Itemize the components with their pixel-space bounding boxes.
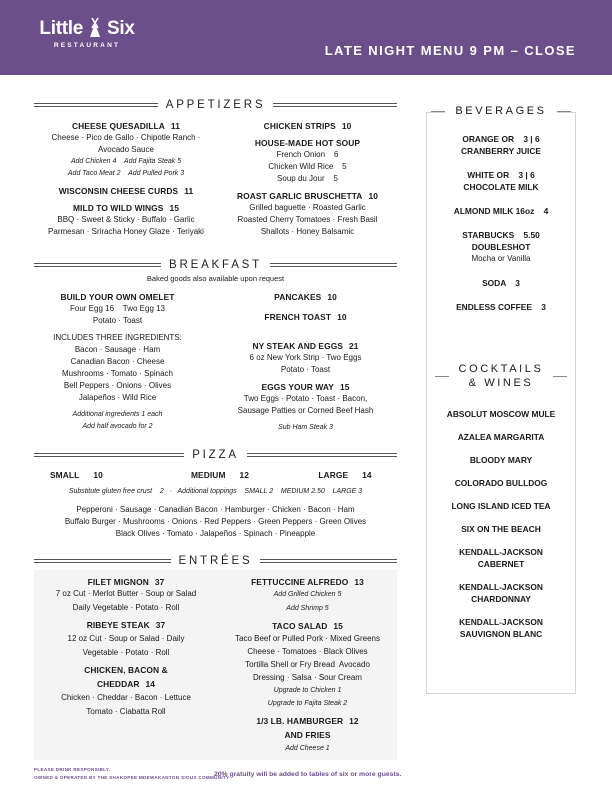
logo-subtitle: RESTAURANT xyxy=(53,42,121,49)
item-addon: Additional ingredients 1 each xyxy=(72,411,163,418)
heading-rule-right xyxy=(273,103,397,107)
item-description: Shallots · Honey Balsamic xyxy=(260,227,355,236)
page-title: LATE NIGHT MENU 9 PM – CLOSE xyxy=(324,43,576,58)
heading-rule-right xyxy=(260,559,397,563)
pancakes-item xyxy=(214,291,397,303)
topping-line: Pepperoni · Sausage · Canadian Bacon · Hamburger · Chicken · Bacon · Ham xyxy=(76,505,355,514)
item-addon: Add Taco Meat 2 Add Pulled Pork 3 xyxy=(67,170,185,177)
beverage-item: SODA 3 xyxy=(482,278,520,288)
pizza-medium xyxy=(170,469,270,481)
steak-eggs-item xyxy=(214,340,397,352)
heading-rule-left xyxy=(435,376,449,377)
spacer xyxy=(426,605,576,616)
chicken-bacon-cheddar-item-line2 xyxy=(34,678,218,690)
spacer xyxy=(426,265,576,277)
spacer xyxy=(426,512,576,523)
item-description: Tomato · Ciabatta Roll xyxy=(86,707,166,716)
restaurant-logo[interactable] xyxy=(32,17,142,61)
item-price: 12 xyxy=(349,716,359,726)
item-price: 10 xyxy=(368,191,378,201)
cocktail-item: KENDALL-JACKSON xyxy=(459,582,543,592)
breakfast-note: Baked goods also available upon request xyxy=(146,274,285,283)
item-price: 10 xyxy=(327,292,337,302)
cocktails-heading-line2: & WINES xyxy=(468,377,534,389)
item-name: WISCONSIN CHEESE CURDS xyxy=(58,186,179,196)
heading-rule-left xyxy=(431,111,445,112)
item-price: 12 xyxy=(239,470,250,480)
item-description: Cheese · Tomatoes · Black Olives xyxy=(247,647,368,656)
ingredient-line: Jalapeños · Wild Rice xyxy=(78,393,157,402)
chicken-bacon-cheddar-item: CHICKEN, BACON & xyxy=(84,665,168,675)
chicken-strips-item xyxy=(218,120,397,132)
appetizers-heading-label: APPETIZERS xyxy=(165,99,266,111)
beverage-item-line2: CRANBERRY JUICE xyxy=(460,146,542,156)
hamburger-item-line2: AND FRIES xyxy=(284,730,331,740)
gratuity-note: 20% gratuity will be added to tables of six or more guests. xyxy=(214,771,402,778)
beverage-item: ALMOND MILK 16oz 4 xyxy=(453,206,549,216)
ingredient-line: Bacon · Sausage · Ham xyxy=(74,345,161,354)
cocktail-item-line2: SAUVIGNON BLANC xyxy=(459,629,543,639)
item-name: CHICKEN STRIPS xyxy=(263,121,336,131)
item-name: EGGS YOUR WAY xyxy=(261,382,334,392)
cocktail-item: LONG ISLAND ICED TEA xyxy=(451,501,551,511)
logo-wordmark xyxy=(32,17,142,40)
topping-line: Buffalo Burger · Mushrooms · Onions · Red Peppers · Green Peppers · Green Olives xyxy=(64,517,367,526)
item-description: Roasted Cherry Tomatoes · Fresh Basil xyxy=(237,215,378,224)
pizza-small xyxy=(50,469,140,481)
breakfast-left-column xyxy=(34,291,201,433)
entrees-right-column xyxy=(218,576,397,755)
footer-drink-responsibly: PLEASE DRINK RESPONSIBLY. xyxy=(34,767,111,772)
beverage-item: WHITE OR 3 | 6 xyxy=(467,170,535,180)
item-name: NY STEAK AND EGGS xyxy=(252,341,344,351)
omelet-includes-label: INCLUDES THREE INGREDIENTS: xyxy=(53,333,182,342)
beverages-heading-label: BEVERAGES xyxy=(445,104,556,118)
item-description: BBQ · Sweet & Sticky · Buffalo · Garlic xyxy=(57,215,195,224)
cheese-curds-item xyxy=(34,185,218,197)
item-price: 37 xyxy=(154,577,165,587)
ingredient-line: Canadian Bacon · Cheese xyxy=(70,357,165,366)
ingredient-line: Bell Peppers · Onions · Olives xyxy=(63,381,172,390)
spacer xyxy=(426,535,576,546)
item-addon: Add Chicken 4 Add Fajita Steak 5 xyxy=(70,158,182,165)
cocktail-item: AZALEA MARGARITA xyxy=(457,432,545,442)
cocktail-item-line2: CHARDONNAY xyxy=(471,594,531,604)
heading-rule-right xyxy=(557,111,571,112)
footer-disclaimer xyxy=(34,766,229,782)
item-price: 14 xyxy=(145,679,156,689)
spacer xyxy=(426,157,576,169)
item-description: 6 oz New York Strip · Two Eggs xyxy=(249,353,362,362)
pizza-substitutions: Substitute gluten free crust 2 · Additional toppings SMALL 2 MEDIUM 2.50 LARGE 3 xyxy=(68,488,363,495)
spacer xyxy=(426,193,576,205)
cocktails-heading xyxy=(412,362,590,390)
item-price: 10 xyxy=(93,470,103,480)
item-description: Tortilla Shell or Fry Bread Avocado xyxy=(245,660,370,669)
item-description: Soup du Jour 5 xyxy=(277,174,338,183)
beverage-item-line2: CHOCOLATE MILK xyxy=(463,182,539,192)
heading-rule-left xyxy=(34,453,184,457)
item-name: FRENCH TOAST xyxy=(264,312,332,322)
cheese-quesadilla-item xyxy=(34,120,218,132)
cocktail-item: SIX ON THE BEACH xyxy=(461,524,541,534)
beverage-item-sub: Mocha or Vanilla xyxy=(471,254,531,263)
heading-rule-right xyxy=(270,263,397,267)
item-name: FETTUCCINE ALFREDO xyxy=(251,577,349,587)
hamburger-item xyxy=(218,715,397,727)
item-price: 13 xyxy=(354,577,364,587)
spacer xyxy=(426,466,576,477)
item-name: MILD TO WILD WINGS xyxy=(72,203,164,213)
item-price: 14 xyxy=(362,470,372,480)
item-description: Taco Beef or Pulled Pork · Mixed Greens xyxy=(235,634,380,643)
entrees-heading xyxy=(34,555,397,567)
spacer xyxy=(426,420,576,431)
breakfast-heading xyxy=(34,259,397,271)
item-addon: Upgrade to Chicken 1 xyxy=(273,687,342,694)
item-description: Four Egg 16 Two Egg 13 xyxy=(69,304,166,313)
item-name: TACO SALAD xyxy=(272,621,328,631)
header-banner xyxy=(0,0,612,75)
bruschetta-item xyxy=(218,190,397,202)
item-description: Grilled baguette · Roasted Garlic xyxy=(249,203,366,212)
item-price: 15 xyxy=(169,203,180,213)
footer-ownership: OWNED & OPERATED BY THE SHAKOPEE MDEWAKANTON SIOUX COMMUNITY xyxy=(34,775,230,780)
cocktail-item: KENDALL-JACKSON xyxy=(459,547,543,557)
beverage-item: ORANGE OR 3 | 6 xyxy=(462,134,540,144)
cocktails-heading-line1: COCKTAILS xyxy=(458,363,544,375)
beverages-heading xyxy=(412,104,590,118)
item-name: 1/3 LB. HAMBURGER xyxy=(256,716,344,726)
heading-rule-right xyxy=(553,376,567,377)
taco-salad-item xyxy=(218,620,397,632)
item-price: 15 xyxy=(340,382,350,392)
item-price: 10 xyxy=(341,121,352,131)
item-name: LARGE xyxy=(318,470,349,480)
spacer xyxy=(426,443,576,454)
spacer xyxy=(426,489,576,500)
fettuccine-item xyxy=(218,576,397,588)
heading-rule-right xyxy=(247,453,397,457)
heading-rule-left xyxy=(34,103,158,107)
ribeye-item xyxy=(34,619,218,631)
item-description: 7 oz Cut · Merlot Butter · Soup or Salad xyxy=(55,589,197,598)
item-addon: Add Grilled Chicken 5 xyxy=(273,591,342,598)
item-name: MEDIUM xyxy=(190,470,226,480)
logo-name-left: Little xyxy=(39,18,83,39)
spacer xyxy=(214,323,397,340)
item-name: ROAST GARLIC BRUSCHETTA xyxy=(237,191,363,201)
filet-item xyxy=(34,576,218,588)
item-addon: Sub Ham Steak 3 xyxy=(278,424,333,431)
cocktail-item: BLOODY MARY xyxy=(469,455,533,465)
pizza-large xyxy=(300,469,390,481)
spacer xyxy=(426,217,576,229)
item-name: PANCAKES xyxy=(274,292,322,302)
cocktails-list xyxy=(426,408,576,640)
beverage-item: ENDLESS COFFEE 3 xyxy=(456,302,546,312)
item-description: Chicken Wild Rice 5 xyxy=(268,162,347,171)
appetizers-left-column xyxy=(34,120,218,238)
appetizers-heading xyxy=(34,99,397,111)
item-description: Potato · Toast xyxy=(92,316,143,325)
item-name: CHEDDAR xyxy=(96,679,140,689)
spacer xyxy=(426,289,576,301)
item-name: RIBEYE STEAK xyxy=(86,620,150,630)
item-name: FILET MIGNON xyxy=(87,577,149,587)
heading-rule-left xyxy=(34,263,161,267)
item-description: Potato · Toast xyxy=(280,365,331,374)
logo-name-right: Six xyxy=(106,18,135,39)
appetizers-right-column xyxy=(218,120,397,238)
heading-rule-left xyxy=(34,559,171,563)
item-price: 11 xyxy=(184,186,194,196)
item-name: SMALL xyxy=(50,470,80,480)
omelet-item: BUILD YOUR OWN OMELET xyxy=(60,292,175,302)
cocktails-heading-label xyxy=(449,362,554,390)
breakfast-right-column xyxy=(214,291,397,434)
wings-item xyxy=(34,202,218,214)
item-addon: Add Shrimp 5 xyxy=(286,605,329,612)
breakfast-heading-label: BREAKFAST xyxy=(169,259,262,271)
item-description: Two Eggs · Potato · Toast · Bacon, xyxy=(243,394,368,403)
item-addon: Add Cheese 1 xyxy=(285,745,330,752)
cocktail-item: COLORADO BULLDOG xyxy=(454,478,548,488)
beverages-list xyxy=(426,133,576,313)
topping-line: Black Olives · Tomato · Jalapeños · Spinach · Pineapple xyxy=(115,529,316,538)
cocktail-item-line2: CABERNET xyxy=(477,559,525,569)
tipi-icon xyxy=(88,17,102,37)
cocktail-item: ABSOLUT MOSCOW MULE xyxy=(446,409,556,419)
spacer xyxy=(214,303,397,311)
item-price: 37 xyxy=(155,620,166,630)
pizza-heading xyxy=(34,449,397,461)
item-price: 15 xyxy=(333,621,343,631)
item-price: 11 xyxy=(170,121,180,131)
item-price: 21 xyxy=(349,341,359,351)
item-price: 10 xyxy=(337,312,347,322)
beverage-item-line2: DOUBLESHOT xyxy=(471,242,531,252)
item-description: Chicken · Cheddar · Bacon · Lettuce xyxy=(61,693,191,702)
item-description: French Onion 6 xyxy=(276,150,339,159)
item-addon: Upgrade to Fajita Steak 2 xyxy=(267,700,348,707)
hot-soup-item: HOUSE-MADE HOT SOUP xyxy=(254,138,361,148)
item-description: 12 oz Cut · Soup or Salad · Daily xyxy=(67,634,185,643)
ingredient-line: Mushrooms · Tomato · Spinach xyxy=(61,369,173,378)
entrees-heading-label: ENTRÉES xyxy=(178,555,253,567)
item-description: Vegetable · Potato · Roll xyxy=(82,648,170,657)
french-toast-item xyxy=(214,311,397,323)
pizza-heading-label: PIZZA xyxy=(192,449,239,461)
item-description: Dressing · Salsa · Sour Cream xyxy=(253,673,362,682)
item-description: Parmesan · Sriracha Honey Glaze · Teriyaki xyxy=(48,227,204,236)
pizza-toppings xyxy=(34,504,397,540)
item-description: Sausage Patties or Corned Beef Hash xyxy=(237,406,374,415)
spacer xyxy=(426,570,576,581)
beverage-item: STARBUCKS 5.50 xyxy=(462,230,540,240)
eggs-your-way-item xyxy=(214,381,397,393)
item-description: Cheese · Pico de Gallo · Chipotle Ranch · xyxy=(51,133,201,142)
cocktail-item: KENDALL-JACKSON xyxy=(459,617,543,627)
entrees-left-column xyxy=(34,576,218,718)
item-addon: Add half avocado for 2 xyxy=(82,423,153,430)
item-name: CHEESE QUESADILLA xyxy=(72,121,165,131)
item-description: Daily Vegetable · Potato · Roll xyxy=(72,603,180,612)
item-description: Avocado Sauce xyxy=(98,145,154,154)
